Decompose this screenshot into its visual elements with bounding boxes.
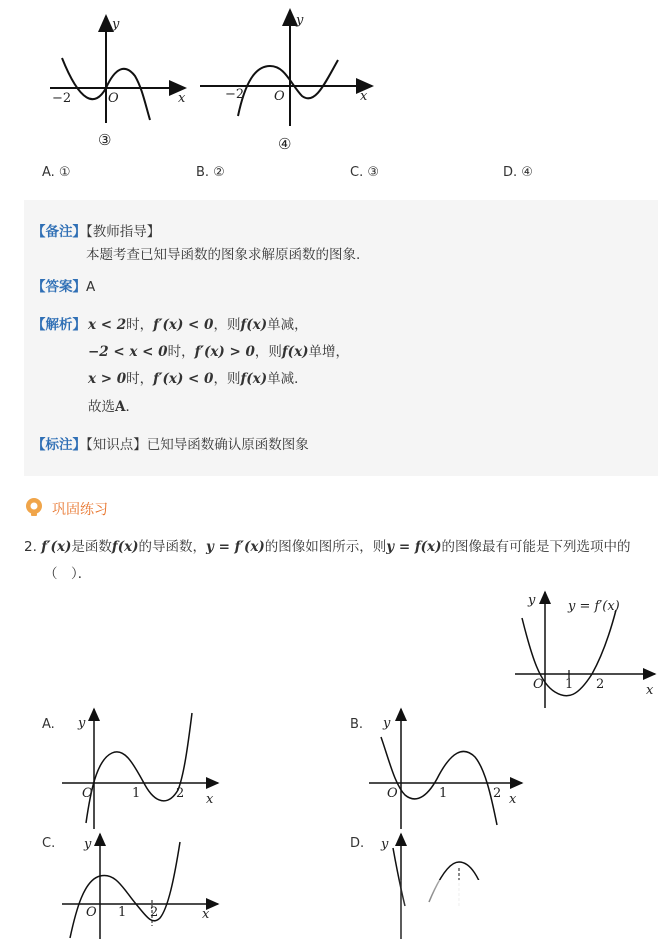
graph-4 [200, 10, 372, 153]
y-label: y [112, 17, 120, 32]
curve [70, 842, 180, 938]
y-label: y [528, 593, 536, 608]
tick-1-label: 1 [565, 677, 574, 692]
label-tag: 【标注】 [32, 437, 86, 453]
curve [381, 737, 497, 825]
label-body: 【知识点】已知导函数确认原函数图象 [86, 437, 309, 453]
graph-3 [50, 16, 186, 149]
origin-label: O [82, 786, 93, 801]
option-c-letter[interactable]: C. [42, 836, 56, 851]
tick-2-label: 2 [493, 786, 502, 801]
question-number: 2. [24, 539, 37, 555]
tick-2-label: 2 [596, 677, 605, 692]
curve [86, 713, 192, 823]
answer-value: A [86, 279, 96, 295]
question-text-part: 的图像最有可能是下列选项中的 [441, 539, 631, 555]
y-label: y [381, 837, 389, 852]
question-line-1 [24, 535, 630, 555]
question-text-part: 的图像如图所示，则 [264, 539, 387, 555]
question-math: f′(x) [41, 539, 72, 555]
question-math: y = f′(x) [206, 539, 265, 555]
bulb-icon [24, 497, 44, 521]
question-text-part: 是函数 [71, 539, 112, 555]
solution-tag: 【解析】 [32, 317, 86, 333]
y-label: y [383, 716, 391, 731]
conclusion-line: 故选A． [88, 399, 139, 415]
option-d-letter[interactable]: D. [350, 836, 365, 851]
derivative-graph [510, 588, 660, 713]
y-label: y [78, 716, 86, 731]
origin-label: O [86, 905, 97, 920]
bottom-fade [395, 880, 671, 939]
origin-label: O [108, 91, 119, 106]
section-title: 巩固练习 [52, 502, 108, 518]
option-a-graph[interactable] [60, 705, 225, 830]
x-label: x [646, 683, 654, 698]
option-a[interactable]: A. ① [42, 165, 71, 180]
solution-tag-line [32, 313, 86, 333]
y-label: y [84, 837, 92, 852]
tick-neg2: −2 [52, 91, 72, 106]
tick-1-label: 1 [132, 786, 141, 801]
option-b-letter[interactable]: B. [350, 717, 364, 732]
graph-caption: ③ [98, 131, 112, 149]
graph-caption: ④ [278, 135, 292, 153]
note-body: 本题考查已知导函数的图象求解原函数的图象. [86, 247, 361, 263]
tick-2-label: 2 [150, 905, 159, 920]
x-label: x [509, 792, 517, 807]
option-a-letter[interactable]: A. [42, 717, 55, 732]
tick-neg2: −2 [225, 87, 245, 102]
y-label: y [296, 13, 304, 28]
solution-line-2: −2 < x < 0时，f′(x) > 0，则f(x)单增， [88, 344, 350, 360]
origin-label: O [533, 677, 544, 692]
question-math: f(x) [111, 539, 139, 555]
x-label: x [206, 792, 214, 807]
option-d[interactable]: D. ④ [503, 165, 533, 180]
note-line [32, 220, 160, 240]
option-c-graph[interactable] [60, 830, 225, 939]
answer-tag: 【答案】 [32, 279, 86, 295]
top-graphs [40, 8, 380, 158]
question-text-part: 的导函数， [138, 539, 207, 555]
origin-label: O [387, 786, 398, 801]
function-label: y = f′(x) [568, 599, 620, 614]
solution-line-1: x < 2时，f′(x) < 0，则f(x)单减， [88, 317, 308, 333]
question-text [41, 539, 630, 555]
x-label: x [202, 907, 210, 922]
note-head: 【教师指导】 [86, 224, 161, 240]
option-b[interactable]: B. ② [196, 165, 225, 180]
tick-1-label: 1 [118, 905, 127, 920]
label-line [32, 433, 309, 453]
question-math: y = f(x) [386, 539, 442, 555]
answer-line [32, 275, 95, 295]
x-label: x [360, 89, 368, 104]
origin-label: O [274, 89, 285, 104]
x-label: x [178, 91, 186, 106]
tick-1-label: 1 [439, 786, 448, 801]
option-c[interactable]: C. ③ [350, 165, 379, 180]
curve [238, 60, 338, 116]
question-line-2: （ ）． [44, 566, 92, 582]
solution-line-3: x > 0时，f′(x) < 0，则f(x)单减． [88, 371, 308, 387]
analysis-box [24, 200, 658, 476]
option-b-graph[interactable] [367, 705, 527, 830]
tick-2-label: 2 [176, 786, 185, 801]
note-tag: 【备注】 [32, 224, 86, 240]
